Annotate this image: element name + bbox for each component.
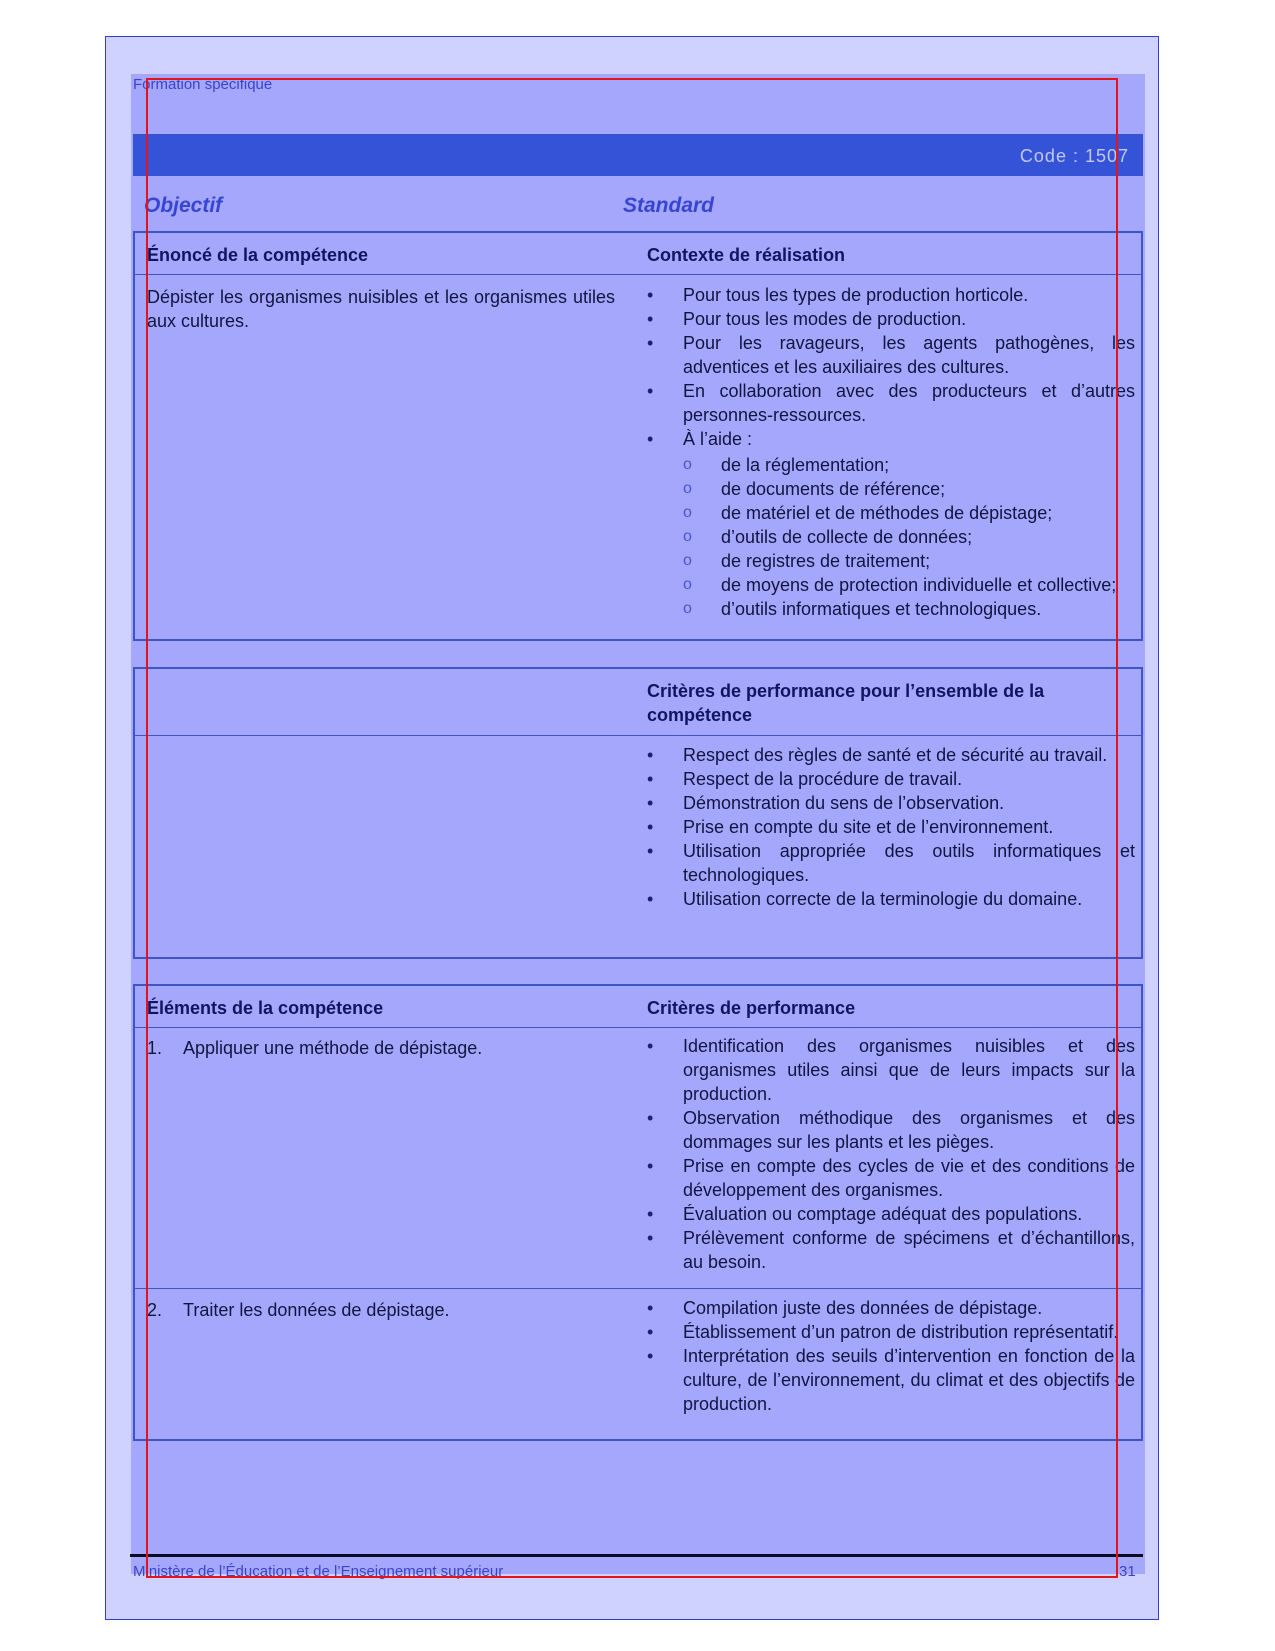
element-criteria — [647, 1034, 1135, 1274]
competence-header — [135, 233, 1141, 275]
row-separator — [135, 1288, 1141, 1289]
criteria-title: Critères de performance — [647, 998, 856, 1018]
performance-criterion: • Prise en compte des cycles de vie et des conditions de développement des organismes. — [647, 1154, 1135, 1202]
context-item: • À l’aide : — [647, 427, 1135, 451]
context-subitem: o d’outils de collecte de données; — [683, 525, 1135, 549]
context-item: • Pour les ravageurs, les agents pathogènes, les adventices et les auxiliaires des cultures. — [647, 331, 1135, 379]
element-label — [147, 1036, 627, 1060]
global-criterion: • Respect des règles de santé et de sécurité au travail. — [647, 743, 1135, 767]
global-criterion: • Utilisation appropriée des outils informatiques et technologiques. — [647, 839, 1135, 887]
context-subitem: o de registres de traitement; — [683, 549, 1135, 573]
footer-ministry: Ministère de l’Éducation et de l’Enseignement supérieur — [133, 1563, 504, 1580]
elements-section — [133, 984, 1143, 1441]
global-criteria-section — [133, 667, 1143, 959]
global-criterion: • Démonstration du sens de l’observation. — [647, 791, 1135, 815]
context-subitem: o de la réglementation; — [683, 453, 1135, 477]
element-label — [147, 1298, 627, 1322]
standard-heading: Standard — [623, 194, 715, 217]
element-text: Appliquer une méthode de dépistage. — [183, 1038, 483, 1058]
global-criteria-header — [135, 669, 1141, 736]
context-subitems-wrapper — [647, 453, 1135, 621]
elements-header — [135, 986, 1141, 1028]
footer-rule — [130, 1554, 1143, 1557]
global-criteria-title: Critères de performance pour l’ensemble de la compétence — [647, 681, 1045, 725]
context-item: • En collaboration avec des producteurs et d’autres personnes-ressources. — [647, 379, 1135, 427]
competence-statement: Dépister les organismes nuisibles et les organismes utiles aux cultures. — [147, 287, 615, 331]
performance-criterion: • Compilation juste des données de dépistage. — [647, 1296, 1135, 1320]
page-number: 31 — [1119, 1563, 1136, 1580]
objective-heading: Objectif — [144, 194, 223, 217]
context-list — [647, 283, 1135, 621]
context-subitem: o d’outils informatiques et technologiques. — [683, 597, 1135, 621]
context-item: • Pour tous les types de production horticole. — [647, 283, 1135, 307]
competence-section — [133, 231, 1143, 641]
context-item: • Pour tous les modes de production. — [647, 307, 1135, 331]
element-text: Traiter les données de dépistage. — [183, 1300, 450, 1320]
global-criterion: • Prise en compte du site et de l’environnement. — [647, 815, 1135, 839]
performance-criterion: • Identification des organismes nuisibles et des organismes utiles ainsi que de leurs impacts sur la production. — [647, 1034, 1135, 1106]
context-title: Contexte de réalisation — [647, 245, 846, 265]
performance-criterion: • Observation méthodique des organismes et des dommages sur les plants et les pièges. — [647, 1106, 1135, 1154]
global-criteria-list — [647, 743, 1135, 911]
context-sublist — [647, 453, 1135, 621]
performance-criterion: • Établissement d’un patron de distribution représentatif. — [647, 1320, 1135, 1344]
section-label: Formation spécifique — [133, 76, 273, 93]
context-subitem: o de moyens de protection individuelle et collective; — [683, 573, 1135, 597]
global-criterion: • Utilisation correcte de la terminologie du domaine. — [647, 887, 1135, 911]
title-bar — [133, 134, 1143, 176]
global-criterion: • Respect de la procédure de travail. — [647, 767, 1135, 791]
elements-title: Éléments de la compétence — [147, 998, 384, 1018]
element-number: 2. — [147, 1300, 163, 1320]
competency-code: Code : 1507 — [1019, 146, 1129, 166]
performance-criterion: • Interprétation des seuils d’intervention en fonction de la culture, de l’environnement, du climat et des objectifs de production. — [647, 1344, 1135, 1416]
statement-title: Énoncé de la compétence — [147, 245, 369, 265]
context-subitem: o de matériel et de méthodes de dépistage; — [683, 501, 1135, 525]
performance-criterion: • Évaluation ou comptage adéquat des populations. — [647, 1202, 1135, 1226]
element-number: 1. — [147, 1038, 163, 1058]
context-subitem: o de documents de référence; — [683, 477, 1135, 501]
element-criteria — [647, 1296, 1135, 1416]
performance-criterion: • Prélèvement conforme de spécimens et d’échantillons, au besoin. — [647, 1226, 1135, 1274]
